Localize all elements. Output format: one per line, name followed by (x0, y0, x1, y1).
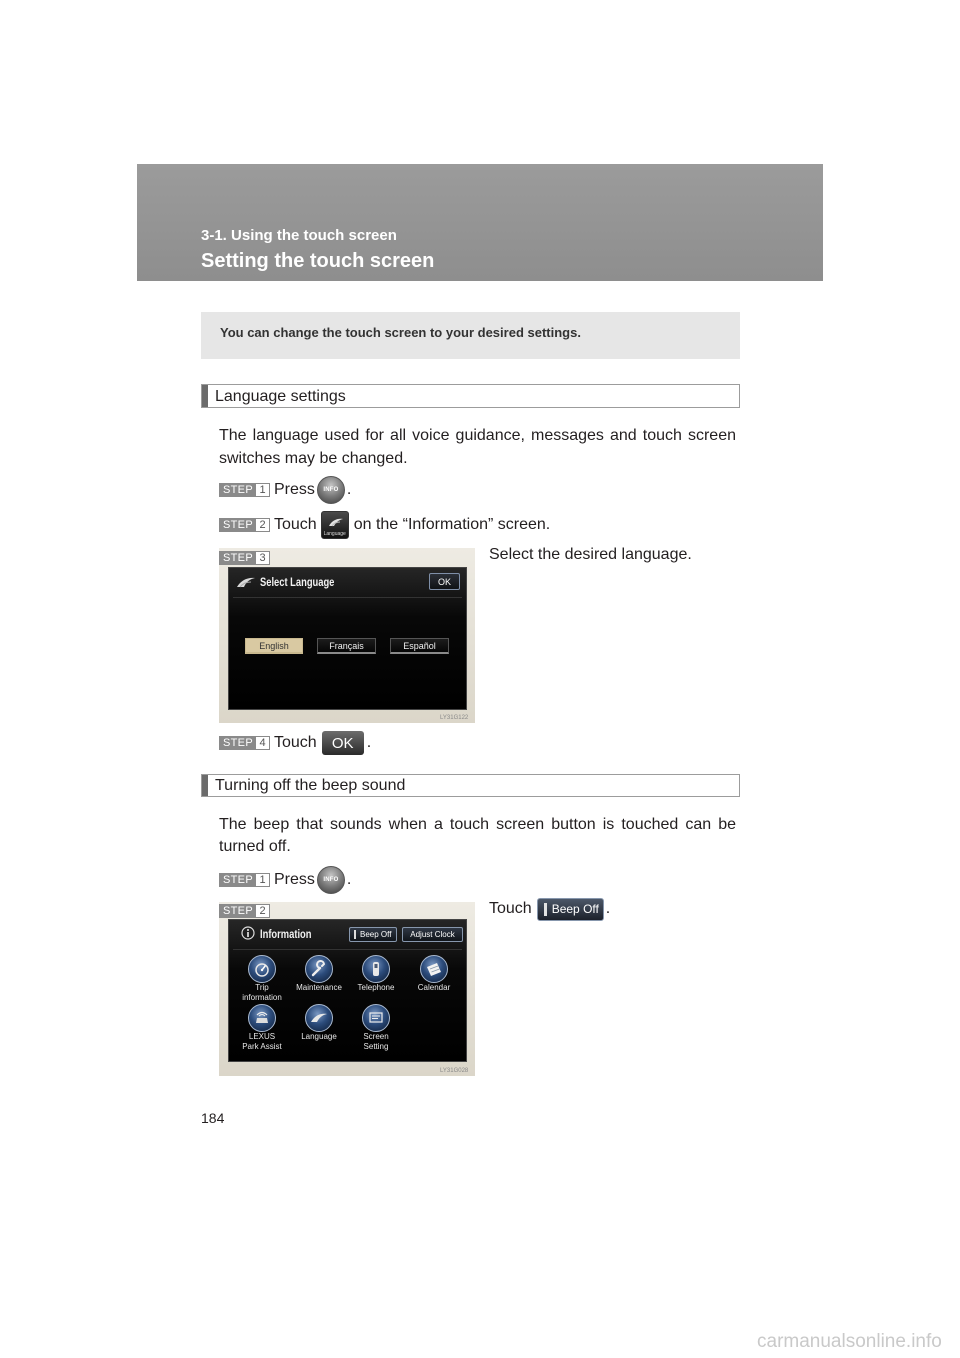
step-badge (219, 483, 270, 497)
step-badge (219, 551, 270, 565)
language-option-espanol: Español (390, 638, 449, 654)
step-badge-number: 3 (256, 552, 269, 564)
indicator-light-icon (354, 930, 356, 939)
step-badge-label: STEP (220, 874, 256, 886)
language-icon (305, 1004, 333, 1032)
menu-item-language (291, 1004, 347, 1041)
screen-header-divider (233, 949, 462, 950)
screen-ok-button: OK (429, 573, 460, 590)
step-badge-number: 4 (256, 737, 269, 749)
beep-off-button-image (537, 898, 604, 921)
step-badge-label: STEP (220, 737, 256, 749)
step-text: Press (274, 871, 315, 888)
screen-beep-off-label: Beep Off (360, 930, 392, 939)
language-settings-body: The language used for all voice guidance, messages and touch screen switches may be changed. (219, 427, 736, 467)
step-text-end: . (346, 871, 352, 888)
select-language-screenshot (219, 548, 475, 723)
menu-item-label: Calendar (417, 983, 451, 992)
menu-item-screen-setting (348, 1004, 404, 1051)
menu-item-park-assist (234, 1004, 290, 1051)
step-badge-number: 2 (256, 519, 269, 531)
beep-step-2 (489, 896, 610, 922)
watermark: carmanualsonline.info (757, 1331, 942, 1352)
menu-item-telephone (348, 955, 404, 992)
section-heading-bar (202, 775, 208, 796)
beep-off-button-text: Beep Off (551, 902, 599, 916)
step-badge (219, 518, 270, 532)
info-button-text: INFO (323, 877, 339, 883)
info-button-icon (317, 476, 345, 504)
intro-text: You can change the touch screen to your desired settings. (220, 325, 581, 340)
telephone-icon (362, 955, 390, 983)
step-text-end: on the “Information” screen. (353, 516, 551, 533)
section-label: 3-1. Using the touch screen (201, 227, 397, 244)
step-badge-label: STEP (220, 552, 256, 564)
step-text-end: . (605, 900, 611, 917)
screen-title: Information (260, 927, 312, 941)
language-step-1 (219, 475, 351, 505)
language-step-4 (219, 728, 371, 758)
menu-item-label: Screen Setting (363, 1032, 389, 1051)
beep-settings-body: The beep that sounds when a touch screen button is touched can be turned off. (219, 816, 736, 855)
menu-item-maintenance (291, 955, 347, 992)
ok-button-image: OK (322, 731, 364, 755)
info-icon (241, 926, 255, 940)
intro-box (201, 312, 740, 359)
language-option-francais: Français (317, 638, 376, 654)
image-code: LY31G028 (440, 1068, 469, 1074)
trip-information-icon (248, 955, 276, 983)
step-text-end: . (346, 481, 352, 498)
step-badge-number: 2 (256, 905, 269, 917)
language-icon (321, 511, 349, 539)
screen-setting-icon (362, 1004, 390, 1032)
step-badge (219, 904, 270, 918)
step-badge-number: 1 (256, 484, 269, 496)
swoosh-icon (236, 576, 256, 588)
section-heading-beep-sound (201, 774, 740, 797)
information-screen (228, 919, 467, 1062)
menu-item-label: LEXUS Park Assist (242, 1032, 282, 1051)
screen-title: Select Language (260, 575, 335, 589)
step-badge (219, 873, 270, 887)
info-button-icon (317, 866, 345, 894)
beep-step-1 (219, 865, 351, 895)
step-badge-label: STEP (220, 519, 256, 531)
step-text: Touch (274, 516, 317, 533)
menu-item-label: Language (301, 1032, 337, 1041)
maintenance-icon (305, 955, 333, 983)
step-text: Touch (274, 734, 317, 751)
language-option-english: English (245, 638, 303, 654)
language-step-3-text: Select the desired language. (489, 546, 692, 563)
indicator-light-icon (544, 903, 547, 916)
section-heading-text: Language settings (215, 388, 346, 405)
language-icon-text: Language (323, 531, 346, 537)
page-number: 184 (201, 1110, 225, 1126)
info-button-text: INFO (323, 487, 339, 493)
menu-item-calendar (406, 955, 462, 992)
menu-item-trip-information (234, 955, 290, 1002)
menu-item-label: Trip information (242, 983, 282, 1002)
calendar-icon (420, 955, 448, 983)
image-code: LY31G122 (440, 715, 469, 721)
page-title: Setting the touch screen (201, 250, 435, 272)
section-heading-text: Turning off the beep sound (215, 777, 406, 794)
park-assist-icon (248, 1004, 276, 1032)
step-text-end: . (366, 734, 372, 751)
information-screenshot (219, 902, 475, 1076)
step-text: Press (274, 481, 315, 498)
menu-item-label: Maintenance (296, 983, 342, 992)
step-badge-number: 1 (256, 874, 269, 886)
section-heading-bar (202, 385, 208, 407)
swoosh-icon (328, 517, 344, 527)
step-badge (219, 736, 270, 750)
screen-header-divider (233, 597, 462, 598)
screen-adjust-clock-button: Adjust Clock (402, 927, 463, 942)
step-badge-label: STEP (220, 484, 256, 496)
menu-item-label: Telephone (357, 983, 395, 992)
section-heading-language-settings (201, 384, 740, 408)
select-language-screen (228, 567, 467, 710)
language-step-2 (219, 510, 550, 540)
step-badge-label: STEP (220, 905, 256, 917)
step-text: Touch (489, 900, 532, 917)
screen-beep-off-button (349, 927, 397, 942)
